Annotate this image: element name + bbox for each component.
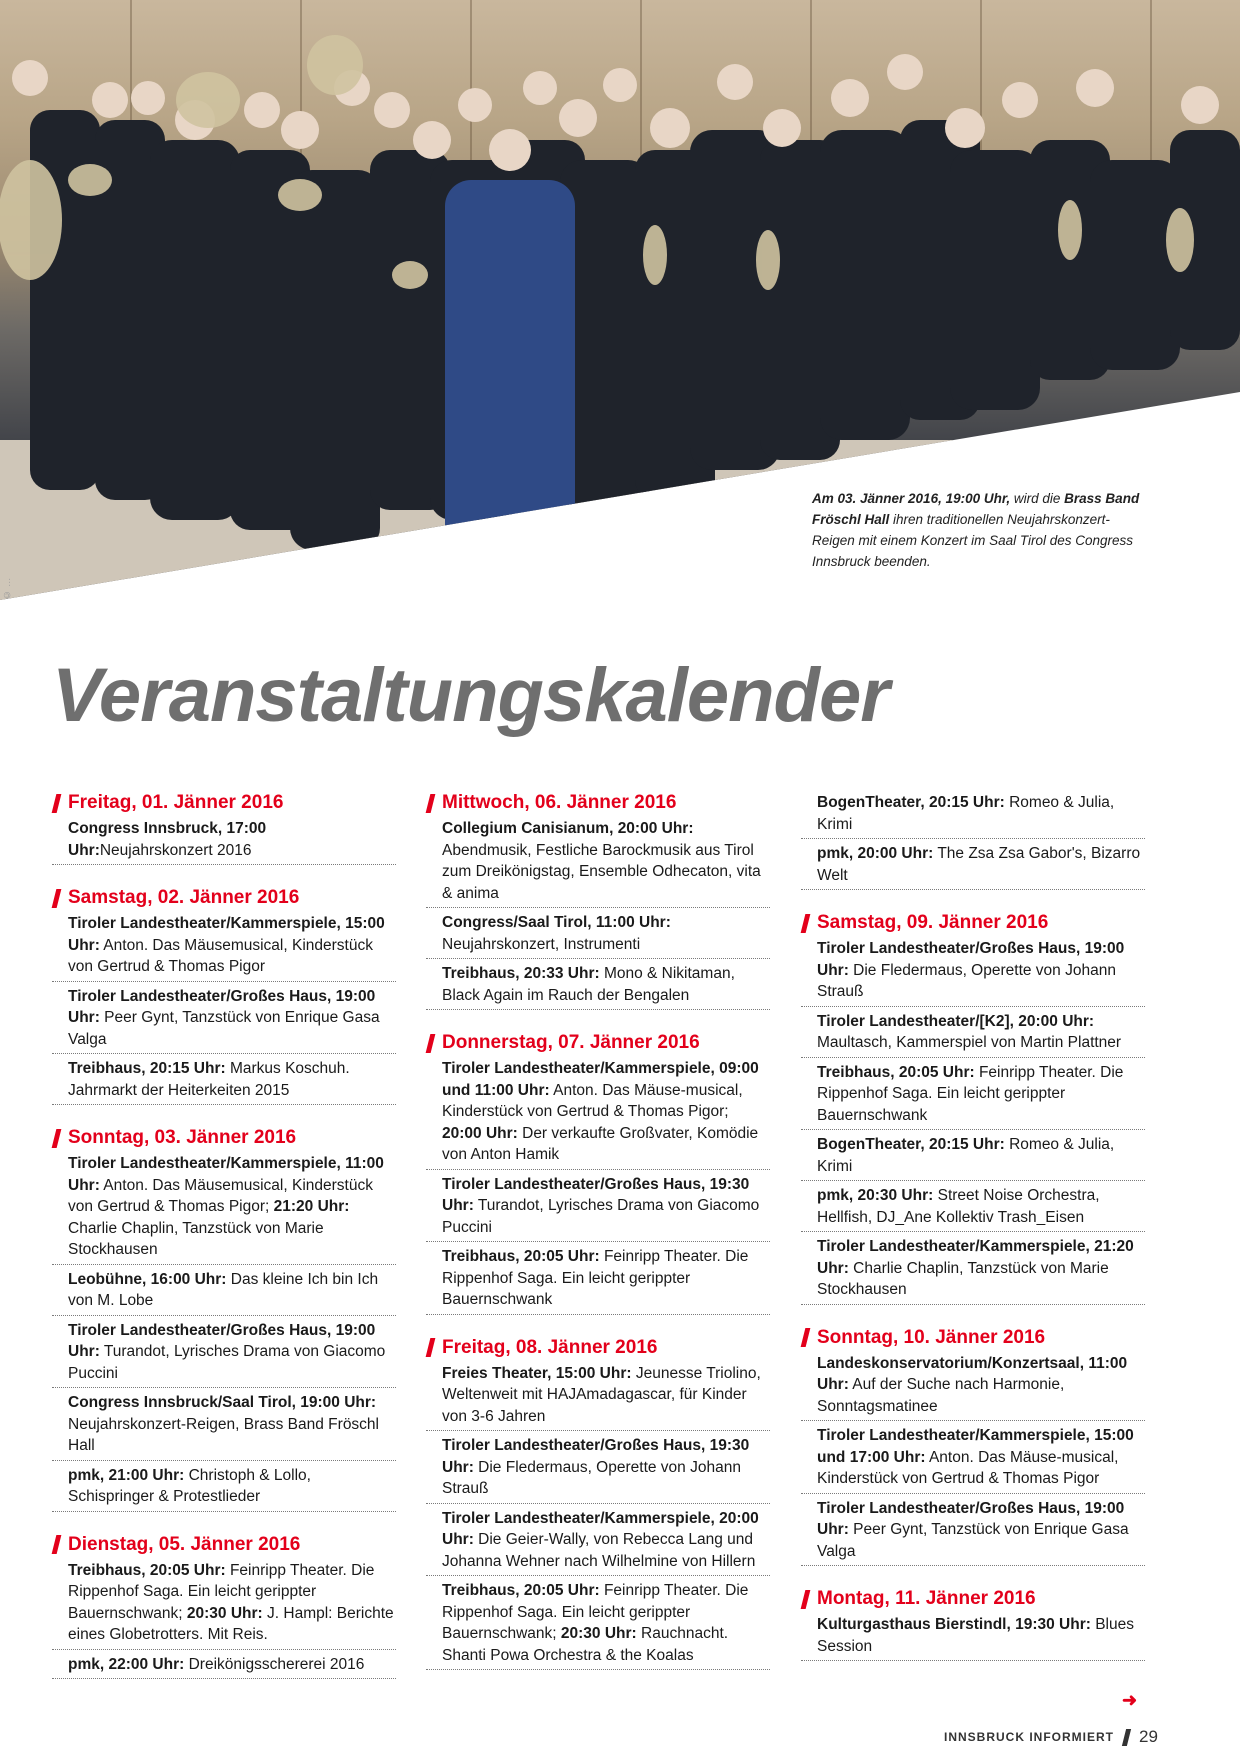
event-venue-time: Collegium Canisianum, 20:00 Uhr:	[442, 820, 694, 837]
event-entry	[52, 818, 396, 865]
day-block	[52, 887, 396, 1105]
event-venue-time: Tiroler Landestheater/Großes Haus, 19:00 Uhr:	[817, 940, 1125, 979]
event-entry	[426, 1058, 770, 1170]
event-venue-time: Treibhaus, 20:05 Uhr:	[817, 1063, 975, 1081]
event-venue-time: Tiroler Landestheater/Kammerspiele, 11:00 Uhr:	[68, 1155, 384, 1194]
event-entry	[52, 1320, 396, 1389]
event-venue-time: Tiroler Landestheater/Kammerspiele, 09:00 und 11:00 Uhr:	[442, 1060, 759, 1099]
caption-date: Am 03. Jänner 2016, 19:00 Uhr,	[812, 491, 1011, 506]
event-description: J. Hampl: Berichte eines Globetrotters. Mit Reis.	[68, 1604, 394, 1643]
event-entry	[426, 1435, 770, 1504]
day-header	[52, 1127, 396, 1149]
event-description: Dreikönigsschererei 2016	[184, 1655, 365, 1673]
event-entry	[52, 986, 396, 1055]
event-description: Neujahrskonzert-Reigen, Brass Band Fröschl Hall	[68, 1415, 379, 1454]
event-description: Der verkaufte Großvater, Komödie von Anton Hamik	[442, 1124, 759, 1163]
event-venue-time: Tiroler Landestheater/Großes Haus, 19:30 Uhr:	[442, 1175, 750, 1214]
event-description: Peer Gynt, Tanzstück von Enrique Gasa Valga	[817, 1521, 1129, 1560]
event-description: Anton. Das Mäuse-musical, Kinderstück von Gertrud & Thomas Pigor	[817, 1448, 1119, 1487]
publication-name: INNSBRUCK INFORMIERT	[944, 1730, 1114, 1744]
event-entry	[52, 1465, 396, 1512]
event-entry	[801, 843, 1145, 890]
event-entry	[426, 818, 770, 908]
red-slash-marker-icon	[426, 1034, 436, 1053]
red-slash-marker-icon	[801, 914, 811, 933]
day-title: Dienstag, 05. Jänner 2016	[68, 1533, 301, 1555]
event-venue-time: pmk, 21:00 Uhr:	[68, 1466, 185, 1484]
event-description: Die Fledermaus, Operette von Johann Strauß	[817, 961, 1116, 1000]
event-description: Mono & Nikitaman, Black Again im Rauch der Bengalen	[442, 965, 735, 1004]
day-title: Freitag, 08. Jänner 2016	[442, 1336, 658, 1358]
red-slash-marker-icon	[426, 794, 436, 813]
event-entry	[52, 1058, 396, 1105]
event-venue-time: Kulturgasthaus Bierstindl, 19:30 Uhr:	[817, 1616, 1091, 1633]
event-entry	[426, 1174, 770, 1243]
day-header	[426, 1032, 770, 1054]
event-description: Die Fledermaus, Operette von Johann Strauß	[442, 1458, 741, 1497]
event-venue-time: Landeskonservatorium/Konzertsaal, 11:00 Uhr:	[817, 1354, 1128, 1393]
footer-separator	[1122, 1729, 1131, 1746]
event-description: Abendmusik, Festliche Barockmusik aus Tirol zum Dreikönigstag, Ensemble Odhecaton, vita & anima	[442, 841, 761, 902]
day-block	[426, 1337, 770, 1671]
caption-text-1: wird die	[1010, 491, 1065, 506]
event-entry	[801, 1498, 1145, 1567]
event-venue-time: pmk, 22:00 Uhr:	[68, 1655, 185, 1673]
photo-caption	[812, 488, 1142, 572]
day-title: Mittwoch, 06. Jänner 2016	[442, 792, 677, 813]
event-description: Turandot, Lyrisches Drama von Giacomo Puccini	[442, 1197, 760, 1236]
event-description: Neujahrskonzert, Instrumenti	[442, 935, 641, 953]
event-entry	[801, 938, 1145, 1007]
caption-band: Brass Band Fröschl Hall	[812, 491, 1140, 527]
event-description: Feinripp Theater. Die Rippenhof Saga. Ein leicht gerippter Bauernschwank;	[442, 1582, 749, 1642]
event-entry	[801, 792, 1145, 839]
event-description: Die Geier-Wally, von Rebecca Lang und Johanna Wehner nach Wilhelmine von Hillern	[442, 1531, 756, 1570]
day-title: Sonntag, 10. Jänner 2016	[817, 1326, 1046, 1348]
event-entry	[801, 1062, 1145, 1131]
day-block	[801, 912, 1145, 1305]
event-entry	[801, 1011, 1145, 1058]
event-venue-time: Leobühne, 16:00 Uhr:	[68, 1270, 227, 1288]
event-entry	[426, 1580, 770, 1670]
event-description: Jeunesse Triolino, Weltenweit mit HAJAmadagascar, für Kinder von 3-6 Jahren	[442, 1364, 761, 1425]
day-block	[52, 792, 396, 865]
day-block	[426, 792, 770, 1010]
event-entry	[801, 1425, 1145, 1494]
event-venue-time: Tiroler Landestheater/Kammerspiele, 21:20 Uhr:	[817, 1238, 1134, 1277]
event-venue-time: Tiroler Landestheater/Kammerspiele, 20:00 Uhr:	[442, 1509, 759, 1548]
day-title: Samstag, 09. Jänner 2016	[817, 912, 1049, 933]
event-venue-time: Tiroler Landestheater/Großes Haus, 19:00 Uhr:	[68, 1321, 376, 1360]
day-block	[801, 1327, 1145, 1567]
event-entry	[801, 1185, 1145, 1232]
day-title: Sonntag, 03. Jänner 2016	[68, 1127, 297, 1148]
event-description: The Zsa Zsa Gabor's, Bizarro Welt	[817, 845, 1141, 884]
event-venue-time: Congress/Saal Tirol, 11:00 Uhr:	[442, 914, 671, 931]
day-title: Samstag, 02. Jänner 2016	[68, 887, 300, 908]
event-venue-time: Congress Innsbruck, 17:00 Uhr:	[68, 820, 267, 859]
event-description: Rauchnacht. Shanti Powa Orchestra & the Koalas	[442, 1625, 729, 1664]
event-description: Feinripp Theater. Die Rippenhof Saga. Ein leicht gerippter Bauernschwank	[817, 1063, 1124, 1124]
event-description: Neujahrskonzert 2016	[99, 841, 252, 859]
event-entry	[801, 1353, 1145, 1422]
day-block	[52, 1534, 396, 1680]
event-description: Romeo & Julia, Krimi	[817, 794, 1115, 833]
event-description: Charlie Chaplin, Tanzstück von Marie Stockhausen	[68, 1219, 324, 1258]
red-slash-marker-icon	[426, 1338, 436, 1357]
day-block	[426, 1032, 770, 1315]
arrow-right-icon: ➜	[1122, 1690, 1138, 1710]
event-venue-time: Freies Theater, 15:00 Uhr:	[442, 1364, 632, 1382]
event-venue-time: 21:20 Uhr:	[269, 1198, 350, 1215]
event-description: Feinripp Theater. Die Rippenhof Saga. Ein leicht gerippter Bauernschwank;	[68, 1561, 375, 1622]
page-footer	[944, 1727, 1158, 1747]
event-venue-time: Treibhaus, 20:33 Uhr:	[442, 965, 600, 982]
event-entry	[52, 1654, 396, 1680]
event-venue-time: Congress Innsbruck/Saal Tirol, 19:00 Uhr:	[68, 1394, 377, 1411]
red-slash-marker-icon	[52, 1129, 62, 1148]
event-venue-time: Tiroler Landestheater/Großes Haus, 19:00 Uhr:	[68, 987, 376, 1026]
event-entry	[426, 1363, 770, 1432]
event-venue-time: 20:00 Uhr:	[442, 1124, 518, 1142]
photo-credit: © ...	[2, 577, 12, 600]
day-header	[801, 1588, 1145, 1610]
event-venue-time: Tiroler Landestheater/[K2], 20:00 Uhr:	[817, 1012, 1095, 1030]
day-title: Donnerstag, 07. Jänner 2016	[442, 1032, 700, 1053]
event-entry	[801, 1134, 1145, 1181]
event-venue-time: Tiroler Landestheater/Kammerspiele, 15:00 und 17:00 Uhr:	[817, 1427, 1134, 1466]
day-header	[426, 792, 770, 814]
event-entry	[52, 913, 396, 982]
event-venue-time: BogenTheater, 20:15 Uhr:	[817, 1136, 1005, 1153]
calendar-column-3	[801, 792, 1145, 1683]
event-venue-time: Tiroler Landestheater/Großes Haus, 19:00 Uhr:	[817, 1499, 1125, 1538]
event-description: Feinripp Theater. Die Rippenhof Saga. Ein leicht gerippter Bauernschwank	[442, 1248, 749, 1308]
red-slash-marker-icon	[52, 794, 62, 813]
red-slash-marker-icon	[52, 1535, 62, 1554]
day-block	[52, 1127, 396, 1512]
caption-text-2: ihren traditionellen Neujahrskonzert-Reigen mit einem Konzert im Saal Tirol des Congress Innsbruck beenden.	[812, 512, 1134, 569]
day-header	[801, 1327, 1145, 1349]
event-venue-time: Tiroler Landestheater/Kammerspiele, 15:00 Uhr:	[68, 915, 385, 954]
day-header	[52, 1534, 396, 1556]
day-title: Montag, 11. Jänner 2016	[817, 1588, 1036, 1609]
event-description: Anton. Das Mäuse-musical, Kinderstück von Gertrud & Thomas Pigor;	[442, 1081, 743, 1120]
event-venue-time: Treibhaus, 20:05 Uhr:	[68, 1561, 226, 1579]
event-venue-time: pmk, 20:30 Uhr:	[817, 1187, 934, 1204]
page-title: Veranstaltungskalender	[52, 653, 889, 738]
event-entry	[52, 1560, 396, 1650]
event-description: Auf der Suche nach Harmonie, Sonntagsmatinee	[817, 1376, 1065, 1415]
event-entry	[52, 1392, 396, 1461]
red-slash-marker-icon	[52, 889, 62, 908]
event-description: Peer Gynt, Tanzstück von Enrique Gasa Valga	[68, 1009, 380, 1048]
event-venue-time: BogenTheater, 20:15 Uhr:	[817, 794, 1005, 811]
event-entry	[426, 1508, 770, 1577]
event-description: Anton. Das Mäusemusical, Kinderstück von Gertrud & Thomas Pigor;	[68, 1176, 373, 1215]
event-venue-time: Treibhaus, 20:15 Uhr:	[68, 1060, 226, 1077]
event-description: Maultasch, Kammerspiel von Martin Plattner	[817, 1034, 1122, 1051]
day-header	[52, 792, 396, 814]
event-description: Blues Session	[817, 1616, 1134, 1655]
calendar-column-1	[52, 792, 396, 1701]
day-title: Freitag, 01. Jänner 2016	[68, 792, 284, 813]
event-description: Romeo & Julia, Krimi	[817, 1136, 1115, 1175]
event-venue-time: 20:30 Uhr:	[182, 1604, 263, 1622]
event-venue-time: Tiroler Landestheater/Großes Haus, 19:30 Uhr:	[442, 1437, 750, 1476]
event-description: Christoph & Lollo, Schispringer & Protestlieder	[68, 1466, 311, 1505]
event-description: Street Noise Orchestra, Hellfish, DJ_Ane Kollektiv Trash_Eisen	[817, 1187, 1100, 1226]
day-header	[426, 1337, 770, 1359]
event-venue-time: 20:30 Uhr:	[556, 1625, 637, 1642]
event-entry	[426, 912, 770, 959]
event-entry	[52, 1269, 396, 1316]
event-venue-time: Treibhaus, 20:05 Uhr:	[442, 1248, 600, 1265]
event-venue-time: pmk, 20:00 Uhr:	[817, 845, 934, 862]
red-slash-marker-icon	[801, 1590, 811, 1609]
event-description: Turandot, Lyrisches Drama von Giacomo Puccini	[68, 1343, 386, 1382]
event-entry	[426, 1246, 770, 1315]
event-description: Markus Koschuh. Jahrmarkt der Heiterkeiten 2015	[68, 1060, 350, 1099]
calendar-column-2	[426, 792, 770, 1692]
page-number: 29	[1139, 1727, 1158, 1746]
event-venue-time: Treibhaus, 20:05 Uhr:	[442, 1582, 600, 1599]
red-slash-marker-icon	[801, 1328, 811, 1347]
day-header	[801, 912, 1145, 934]
day-header	[52, 887, 396, 909]
day-block	[801, 1588, 1145, 1661]
event-description: Charlie Chaplin, Tanzstück von Marie Stockhausen	[817, 1259, 1109, 1298]
event-description: Das kleine Ich bin Ich von M. Lobe	[68, 1270, 379, 1309]
event-entry	[426, 963, 770, 1010]
event-entry	[801, 1236, 1145, 1305]
event-entry	[52, 1153, 396, 1265]
day-block	[801, 792, 1145, 890]
event-entry	[801, 1614, 1145, 1661]
event-description: Anton. Das Mäusemusical, Kinderstück von Gertrud & Thomas Pigor	[68, 936, 373, 975]
